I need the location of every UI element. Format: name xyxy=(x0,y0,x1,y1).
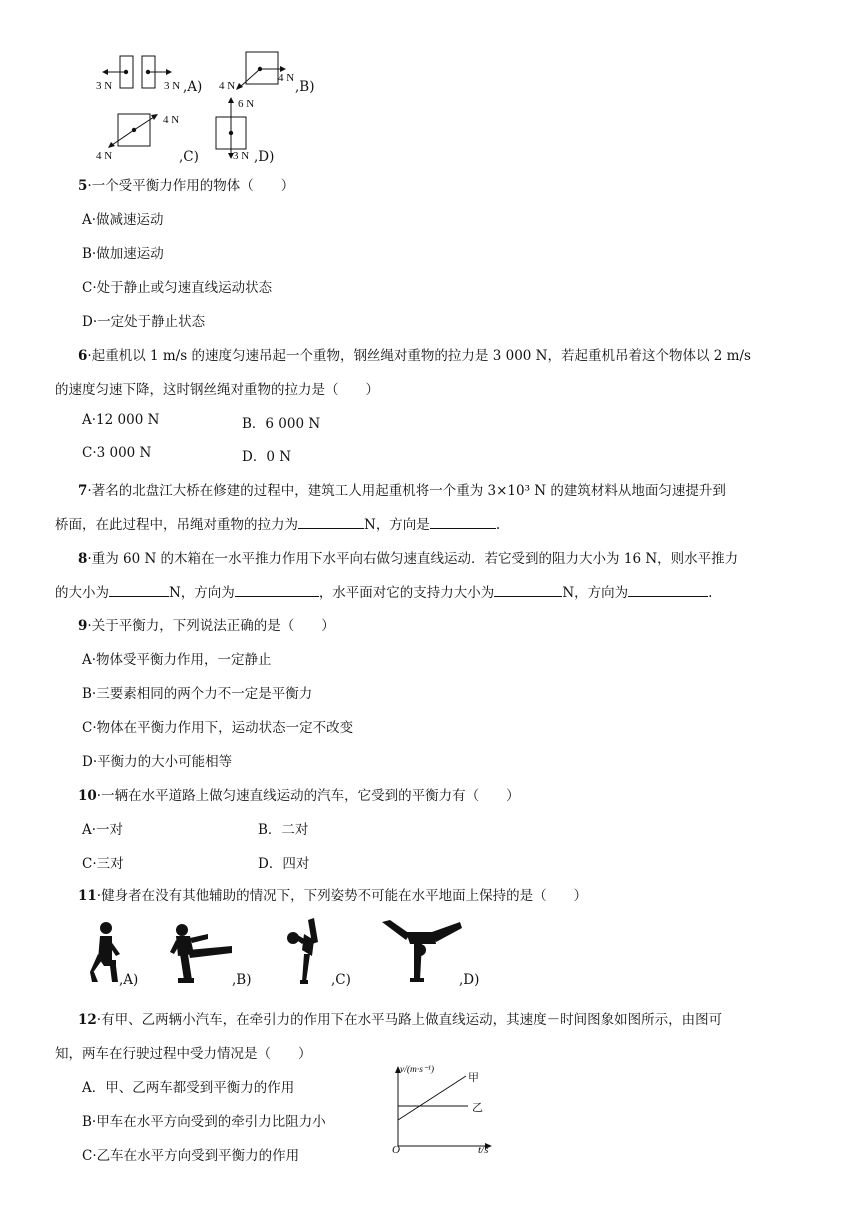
q12-option-a: A．甲、乙两车都受到平衡力的作用 xyxy=(82,1080,295,1096)
question-8-line1: 8·重为 60 N 的木箱在一水平推力作用下水平向右做匀速直线运动．若它受到的阻力大小为 16 N，则水平推力 xyxy=(78,551,739,567)
question-7-line2: 桥面，在此过程中，吊绳对重物的拉力为 N，方向是 . xyxy=(55,517,501,533)
question-12-line2: 知，两车在行驶过程中受力情况是（ ） xyxy=(55,1046,312,1062)
q10-option-a: A·一对 xyxy=(82,822,124,838)
q6-option-a: A·12 000 N xyxy=(82,412,160,428)
q6-option-d: D．0 N xyxy=(242,449,292,465)
pose-b-silhouette xyxy=(168,920,238,986)
answer-blank[interactable] xyxy=(430,516,496,529)
question-8-line2: 的大小为 N，方向为 ，水平面对它的支持力大小为 N，方向为 . xyxy=(55,585,713,601)
q6-option-c: C·3 000 N xyxy=(82,445,152,461)
question-6-line2: 的速度匀速下降，这时钢丝绳对重物的拉力是（ ） xyxy=(55,382,379,398)
pose-c-silhouette xyxy=(284,916,334,986)
option-tag: ,C) xyxy=(331,972,351,988)
force-label: 6 N xyxy=(238,98,255,110)
series-a-line xyxy=(398,1076,466,1120)
answer-blank[interactable] xyxy=(109,584,169,597)
q5-option-d: D·一定处于静止状态 xyxy=(82,314,206,330)
y-axis-label: v/(m·s⁻¹) xyxy=(400,1065,434,1075)
force-label: 3 N xyxy=(164,80,181,92)
question-5: 5·一个受平衡力作用的物体（ ） xyxy=(78,178,295,194)
question-11: 11·健身者在没有其他辅助的情况下，下列姿势不可能在水平地面上保持的是（ ） xyxy=(78,888,588,904)
force-label: 4 N xyxy=(163,114,180,126)
option-tag: ,B) xyxy=(232,972,252,988)
answer-blank[interactable] xyxy=(298,516,364,529)
force-label: 4 N xyxy=(278,72,295,84)
q12-option-b: B·甲车在水平方向受到的牵引力比阻力小 xyxy=(82,1114,326,1130)
pose-a-silhouette xyxy=(82,920,122,986)
q12-option-c: C·乙车在水平方向受到平衡力的作用 xyxy=(82,1148,300,1164)
q9-option-b: B·三要素相同的两个力不一定是平衡力 xyxy=(82,686,313,702)
option-tag: ,C) xyxy=(179,149,199,165)
option-tag: ,B) xyxy=(295,79,315,95)
option-tag: ,D) xyxy=(254,149,275,165)
option-tag: ,D) xyxy=(459,972,480,988)
series-b-label: 乙 xyxy=(472,1102,483,1114)
answer-blank[interactable] xyxy=(628,584,708,597)
origin-label: O xyxy=(392,1144,400,1156)
option-tag: ,A) xyxy=(183,79,203,95)
force-label: 3 N xyxy=(96,80,113,92)
force-label: 4 N xyxy=(96,150,113,162)
question-10: 10·一辆在水平道路上做匀速直线运动的汽车，它受到的平衡力有（ ） xyxy=(78,788,520,804)
q10-option-c: C·三对 xyxy=(82,856,124,872)
question-12-line1: 12·有甲、乙两辆小汽车，在牵引力的作用下在水平马路上做直线运动，其速度－时间图象如图所示，由图可 xyxy=(78,1012,723,1028)
series-a-label: 甲 xyxy=(468,1072,479,1084)
q5-option-c: C·处于静止或匀速直线运动状态 xyxy=(82,280,273,296)
q5-option-a: A·做减速运动 xyxy=(82,212,164,228)
q9-option-c: C·物体在平衡力作用下，运动状态一定不改变 xyxy=(82,720,354,736)
q9-option-d: D·平衡力的大小可能相等 xyxy=(82,754,233,770)
question-6-line1: 6·起重机以 1 m/s 的速度匀速吊起一个重物，钢丝绳对重物的拉力是 3 000 N，若起重机吊着这个物体以 2 m/s xyxy=(78,348,751,364)
q9-option-a: A·物体受平衡力作用，一定静止 xyxy=(82,652,272,668)
pose-d-silhouette xyxy=(380,918,464,984)
option-tag: ,A) xyxy=(119,972,139,988)
answer-blank[interactable] xyxy=(494,584,562,597)
q10-option-d: D．四对 xyxy=(258,856,310,872)
answer-blank[interactable] xyxy=(235,584,319,597)
q10-option-b: B．二对 xyxy=(258,822,309,838)
force-label: 3 N xyxy=(233,150,250,162)
force-label: 4 N xyxy=(219,80,236,92)
question-7-line1: 7·著名的北盘江大桥在修建的过程中，建筑工人用起重机将一个重为 3×10³ N 的建筑材料从地面匀速提升到 xyxy=(78,483,726,499)
q6-option-b: B．6 000 N xyxy=(242,416,321,432)
q5-option-b: B·做加速运动 xyxy=(82,246,164,262)
question-9: 9·关于平衡力，下列说法正确的是（ ） xyxy=(78,618,335,634)
x-axis-label: t/s xyxy=(478,1144,489,1156)
